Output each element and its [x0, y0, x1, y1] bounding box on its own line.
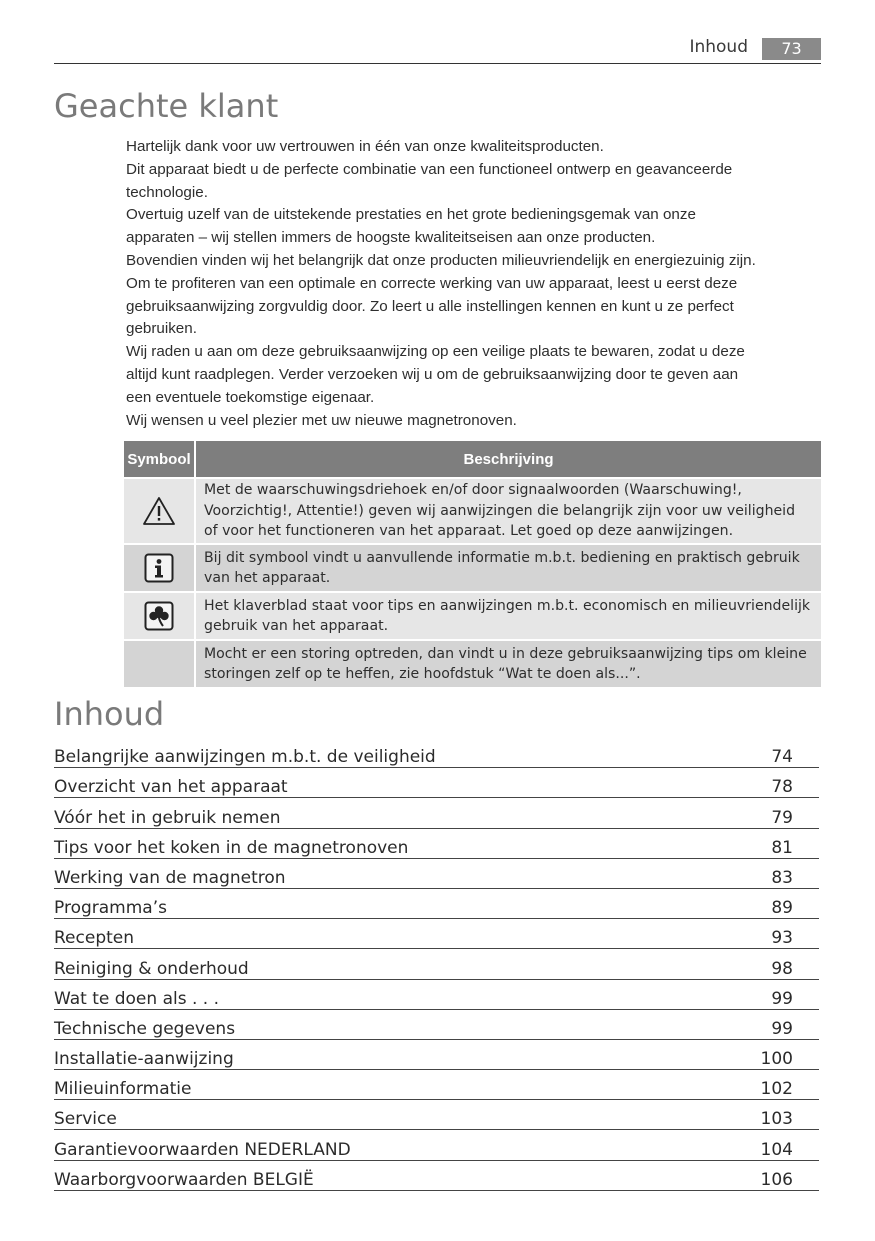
toc-label: Belangrijke aanwijzingen m.b.t. de veiligheid: [54, 747, 436, 768]
toc-page-number: 81: [771, 837, 793, 858]
col-header-symbol: Symbool: [124, 441, 195, 478]
description-line: Het klaverblad staat voor tips en aanwijzingen m.b.t. economisch en milieuvriendelijk: [204, 597, 811, 614]
intro-line: een eventuele toekomstige eigenaar.: [126, 388, 375, 406]
toc-page-number: 106: [760, 1169, 793, 1190]
symbol-description: [195, 592, 821, 640]
clover-leaf-icon: [144, 601, 174, 631]
toc-page-number: 102: [760, 1079, 793, 1100]
toc-page-number: 74: [771, 747, 793, 768]
toc-entry[interactable]: [54, 1010, 819, 1040]
toc-page-number: 89: [771, 898, 793, 919]
description-line: Met de waarschuwingsdriehoek en/of door signaalwoorden (Waarschuwing!,: [204, 482, 742, 499]
toc-entry[interactable]: [54, 859, 819, 889]
toc-page-number: 103: [760, 1109, 793, 1130]
description-line: Bij dit symbool vindt u aanvullende informatie m.b.t. bediening en praktisch gebruik: [204, 549, 800, 566]
toc-page-number: 93: [771, 928, 793, 949]
toc-label: Vóór het in gebruik nemen: [54, 807, 281, 828]
description-line: of voor het functioneren van het apparaat. Let goed op deze aanwijzingen.: [204, 523, 734, 540]
toc-entry[interactable]: [54, 829, 819, 859]
toc-label: Service: [54, 1109, 117, 1130]
toc-entry[interactable]: [54, 949, 819, 979]
intro-line: Dit apparaat biedt u de perfecte combinatie van een functioneel ontwerp en geavanceerde: [126, 160, 733, 178]
toc-label: Installatie-aanwijzing: [54, 1049, 234, 1070]
running-header-section: Inhoud: [689, 37, 748, 57]
symbol-row-troubleshooting: [124, 640, 821, 688]
toc-page-number: 79: [771, 807, 793, 828]
intro-line: Wij wensen u veel plezier met uw nieuwe magnetronoven.: [126, 411, 517, 429]
symbol-description: [195, 544, 821, 592]
toc-entry[interactable]: [54, 1130, 819, 1160]
description-line: storingen zelf op te heffen, zie hoofdstuk “Wat te doen als...”.: [204, 666, 641, 682]
toc-page-number: 99: [771, 1018, 793, 1039]
toc-entry[interactable]: [54, 1161, 819, 1191]
intro-line: technologie.: [126, 183, 208, 201]
symbol-cell: [124, 478, 195, 544]
page-number: 73: [762, 38, 821, 60]
toc-label: Tips voor het koken in de magnetronoven: [54, 837, 409, 858]
toc-label: Werking van de magnetron: [54, 867, 286, 888]
symbol-description: [195, 478, 821, 544]
toc-label: Waarborgvoorwaarden BELGIË: [54, 1169, 314, 1190]
intro-line: Om te profiteren van een optimale en correcte werking van uw apparaat, leest u eerst deze: [126, 274, 738, 292]
toc-entry[interactable]: [54, 1040, 819, 1070]
toc-entry[interactable]: [54, 768, 819, 798]
toc-label: Garantievoorwaarden NEDERLAND: [54, 1139, 351, 1160]
symbol-table-header: [124, 441, 821, 478]
toc-label: Reiniging & onderhoud: [54, 958, 249, 979]
intro-line: gebruiksaanwijzing zorgvuldig door. Zo leert u alle instellingen kennen en kunt u ze perfect: [126, 297, 734, 315]
toc-entry[interactable]: [54, 1070, 819, 1100]
description-line: gebruik van het apparaat.: [204, 618, 389, 634]
toc-page-number: 98: [771, 958, 793, 979]
toc-entry[interactable]: [54, 1100, 819, 1130]
symbol-cell: [124, 544, 195, 592]
intro-line: altijd kunt raadplegen. Verder verzoeken wij u om de gebruiksaanwijzing door te geven aan: [126, 365, 739, 383]
header-divider: [54, 63, 821, 64]
welcome-title: Geachte klant: [54, 87, 279, 125]
col-header-description: Beschrijving: [195, 441, 821, 478]
intro-line: Bovendien vinden wij het belangrijk dat onze producten milieuvriendelijk en energiezuinig zijn.: [126, 251, 756, 269]
toc-label: Programma’s: [54, 898, 167, 919]
intro-line: apparaten – wij stellen immers de hoogste kwaliteitseisen aan onze producten.: [126, 229, 656, 247]
toc-entry[interactable]: [54, 980, 819, 1010]
toc-entry[interactable]: [54, 798, 819, 828]
toc-label: Recepten: [54, 928, 135, 949]
toc-page-number: 83: [771, 867, 793, 888]
toc-page-number: 99: [771, 988, 793, 1009]
description-line: van het apparaat.: [204, 570, 331, 586]
warning-triangle-icon: [142, 495, 176, 527]
table-of-contents: [54, 738, 819, 1191]
symbol-cell: [124, 592, 195, 640]
toc-page-number: 78: [771, 777, 793, 798]
symbol-table: [124, 441, 821, 689]
toc-label: Milieuinformatie: [54, 1079, 192, 1100]
toc-entry[interactable]: [54, 738, 819, 768]
toc-entry[interactable]: [54, 919, 819, 949]
toc-label: Overzicht van het apparaat: [54, 777, 288, 798]
symbol-row-warning: [124, 478, 821, 544]
intro-line: Hartelijk dank voor uw vertrouwen in één van onze kwaliteitsproducten.: [126, 138, 604, 155]
symbol-row-info: [124, 544, 821, 592]
symbol-description: [195, 640, 821, 688]
info-icon: [144, 553, 174, 583]
intro-text: [126, 136, 819, 432]
toc-label: Wat te doen als . . .: [54, 988, 219, 1009]
toc-page-number: 104: [760, 1139, 793, 1160]
intro-line: Overtuig uzelf van de uitstekende prestaties en het grote bedieningsgemak van onze: [126, 206, 696, 224]
toc-title: Inhoud: [54, 695, 165, 733]
symbol-cell: [124, 640, 195, 688]
toc-page-number: 100: [760, 1049, 793, 1070]
toc-label: Technische gegevens: [54, 1018, 236, 1039]
description-line: Mocht er een storing optreden, dan vindt u in deze gebruiksaanwijzing tips om kleine: [204, 645, 807, 662]
symbol-row-clover: [124, 592, 821, 640]
toc-entry[interactable]: [54, 889, 819, 919]
intro-line: gebruiken.: [126, 320, 197, 338]
intro-line: Wij raden u aan om deze gebruiksaanwijzing op een veilige plaats te bewaren, zodat u deze: [126, 343, 745, 361]
description-line: Voorzichtig!, Attentie!) geven wij aanwijzingen die belangrijk zijn voor uw veiligheid: [204, 502, 796, 519]
